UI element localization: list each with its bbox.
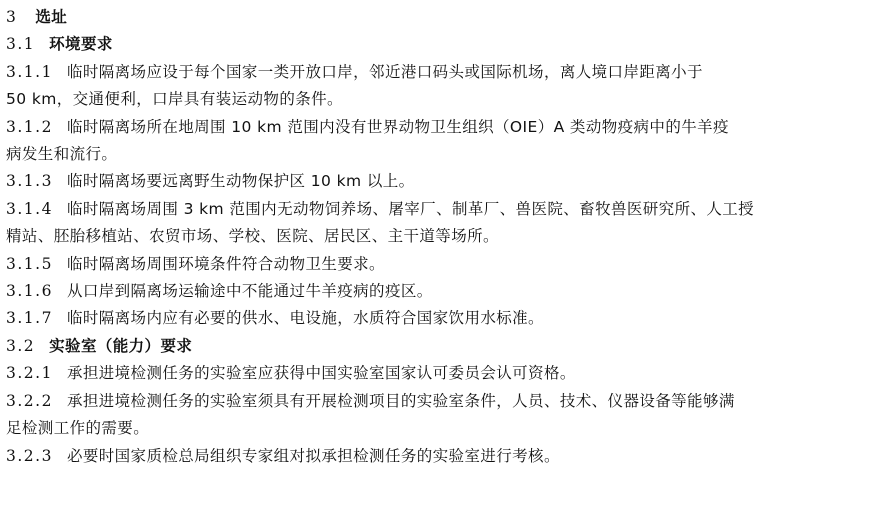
clause-3-1-2 — [6, 114, 876, 141]
clause-number: 3.1.1 — [6, 62, 53, 81]
clause-number: 3.1.3 — [6, 172, 53, 191]
clause-number: 3.1.2 — [6, 117, 53, 136]
clause-text-continuation: 精站、胚胎移植站、农贸市场、学校、医院、居民区、主干道等场所。 — [6, 227, 499, 246]
clause-3-2-3 — [6, 443, 876, 470]
clause-number: 3.2.1 — [6, 364, 53, 383]
clause-text: 承担进境检测任务的实验室应获得中国实验室国家认可委员会认可资格。 — [66, 364, 576, 383]
subsection-title: 实验室（能力）要求 — [49, 336, 193, 355]
clause-3-1-1 — [6, 59, 876, 86]
clause-text: 临时隔离场所在地周围 10 km 范围内没有世界动物卫生组织（OIE）A 类动物疫病中的牛羊疫 — [66, 117, 729, 136]
clause-text: 必要时国家质检总局组织专家组对拟承担检测任务的实验室进行考核。 — [66, 446, 560, 465]
clause-3-1-6 — [6, 278, 876, 305]
clause-3-1-5 — [6, 251, 876, 278]
clause-3-2-2 — [6, 388, 876, 415]
clause-3-1-3 — [6, 168, 876, 195]
clause-3-1-4 — [6, 196, 876, 223]
section-title: 选址 — [35, 8, 68, 26]
clause-text: 从口岸到隔离场运输途中不能通过牛羊疫病的疫区。 — [66, 282, 433, 301]
clause-text-continuation: 50 km，交通便利，口岸具有装运动物的条件。 — [6, 90, 343, 109]
subsection-heading-3-2 — [6, 333, 876, 360]
subsection-number: 3.1 — [6, 35, 36, 54]
clause-text: 临时隔离场要远离野生动物保护区 10 km 以上。 — [66, 172, 415, 191]
clause-text-continuation: 足检测工作的需要。 — [6, 419, 150, 438]
clause-text: 临时隔离场周围 3 km 范围内无动物饲养场、屠宰厂、制革厂、兽医院、畜牧兽医研究所、人工授 — [66, 199, 755, 218]
clause-text: 临时隔离场周围环境条件符合动物卫生要求。 — [66, 254, 385, 273]
clause-text: 临时隔离场应设于每个国家一类开放口岸，邻近港口码头或国际机场，离人境口岸距离小于 — [66, 62, 703, 81]
clause-3-2-1 — [6, 360, 876, 387]
section-number: 3 — [6, 8, 18, 26]
clause-number: 3.1.4 — [6, 199, 53, 218]
clause-text: 临时隔离场内应有必要的供水、电设施，水质符合国家饮用水标准。 — [66, 309, 544, 328]
clause-3-2-2-continuation — [6, 415, 876, 442]
clause-3-1-1-continuation — [6, 86, 876, 113]
clause-text-continuation: 病发生和流行。 — [6, 145, 118, 164]
clause-3-1-7 — [6, 305, 876, 332]
section-heading — [6, 4, 876, 31]
clause-3-1-4-continuation — [6, 223, 876, 250]
subsection-title: 环境要求 — [49, 35, 113, 54]
clause-3-1-2-continuation — [6, 141, 876, 168]
clause-number: 3.1.6 — [6, 282, 53, 301]
clause-text: 承担进境检测任务的实验室须具有开展检测项目的实验室条件，人员、技术、仪器设备等能够满 — [66, 391, 735, 410]
clause-number: 3.2.3 — [6, 446, 53, 465]
clause-number: 3.1.5 — [6, 254, 53, 273]
clause-number: 3.1.7 — [6, 309, 53, 328]
clause-number: 3.2.2 — [6, 391, 53, 410]
subsection-number: 3.2 — [6, 336, 36, 355]
subsection-heading-3-1 — [6, 31, 876, 58]
